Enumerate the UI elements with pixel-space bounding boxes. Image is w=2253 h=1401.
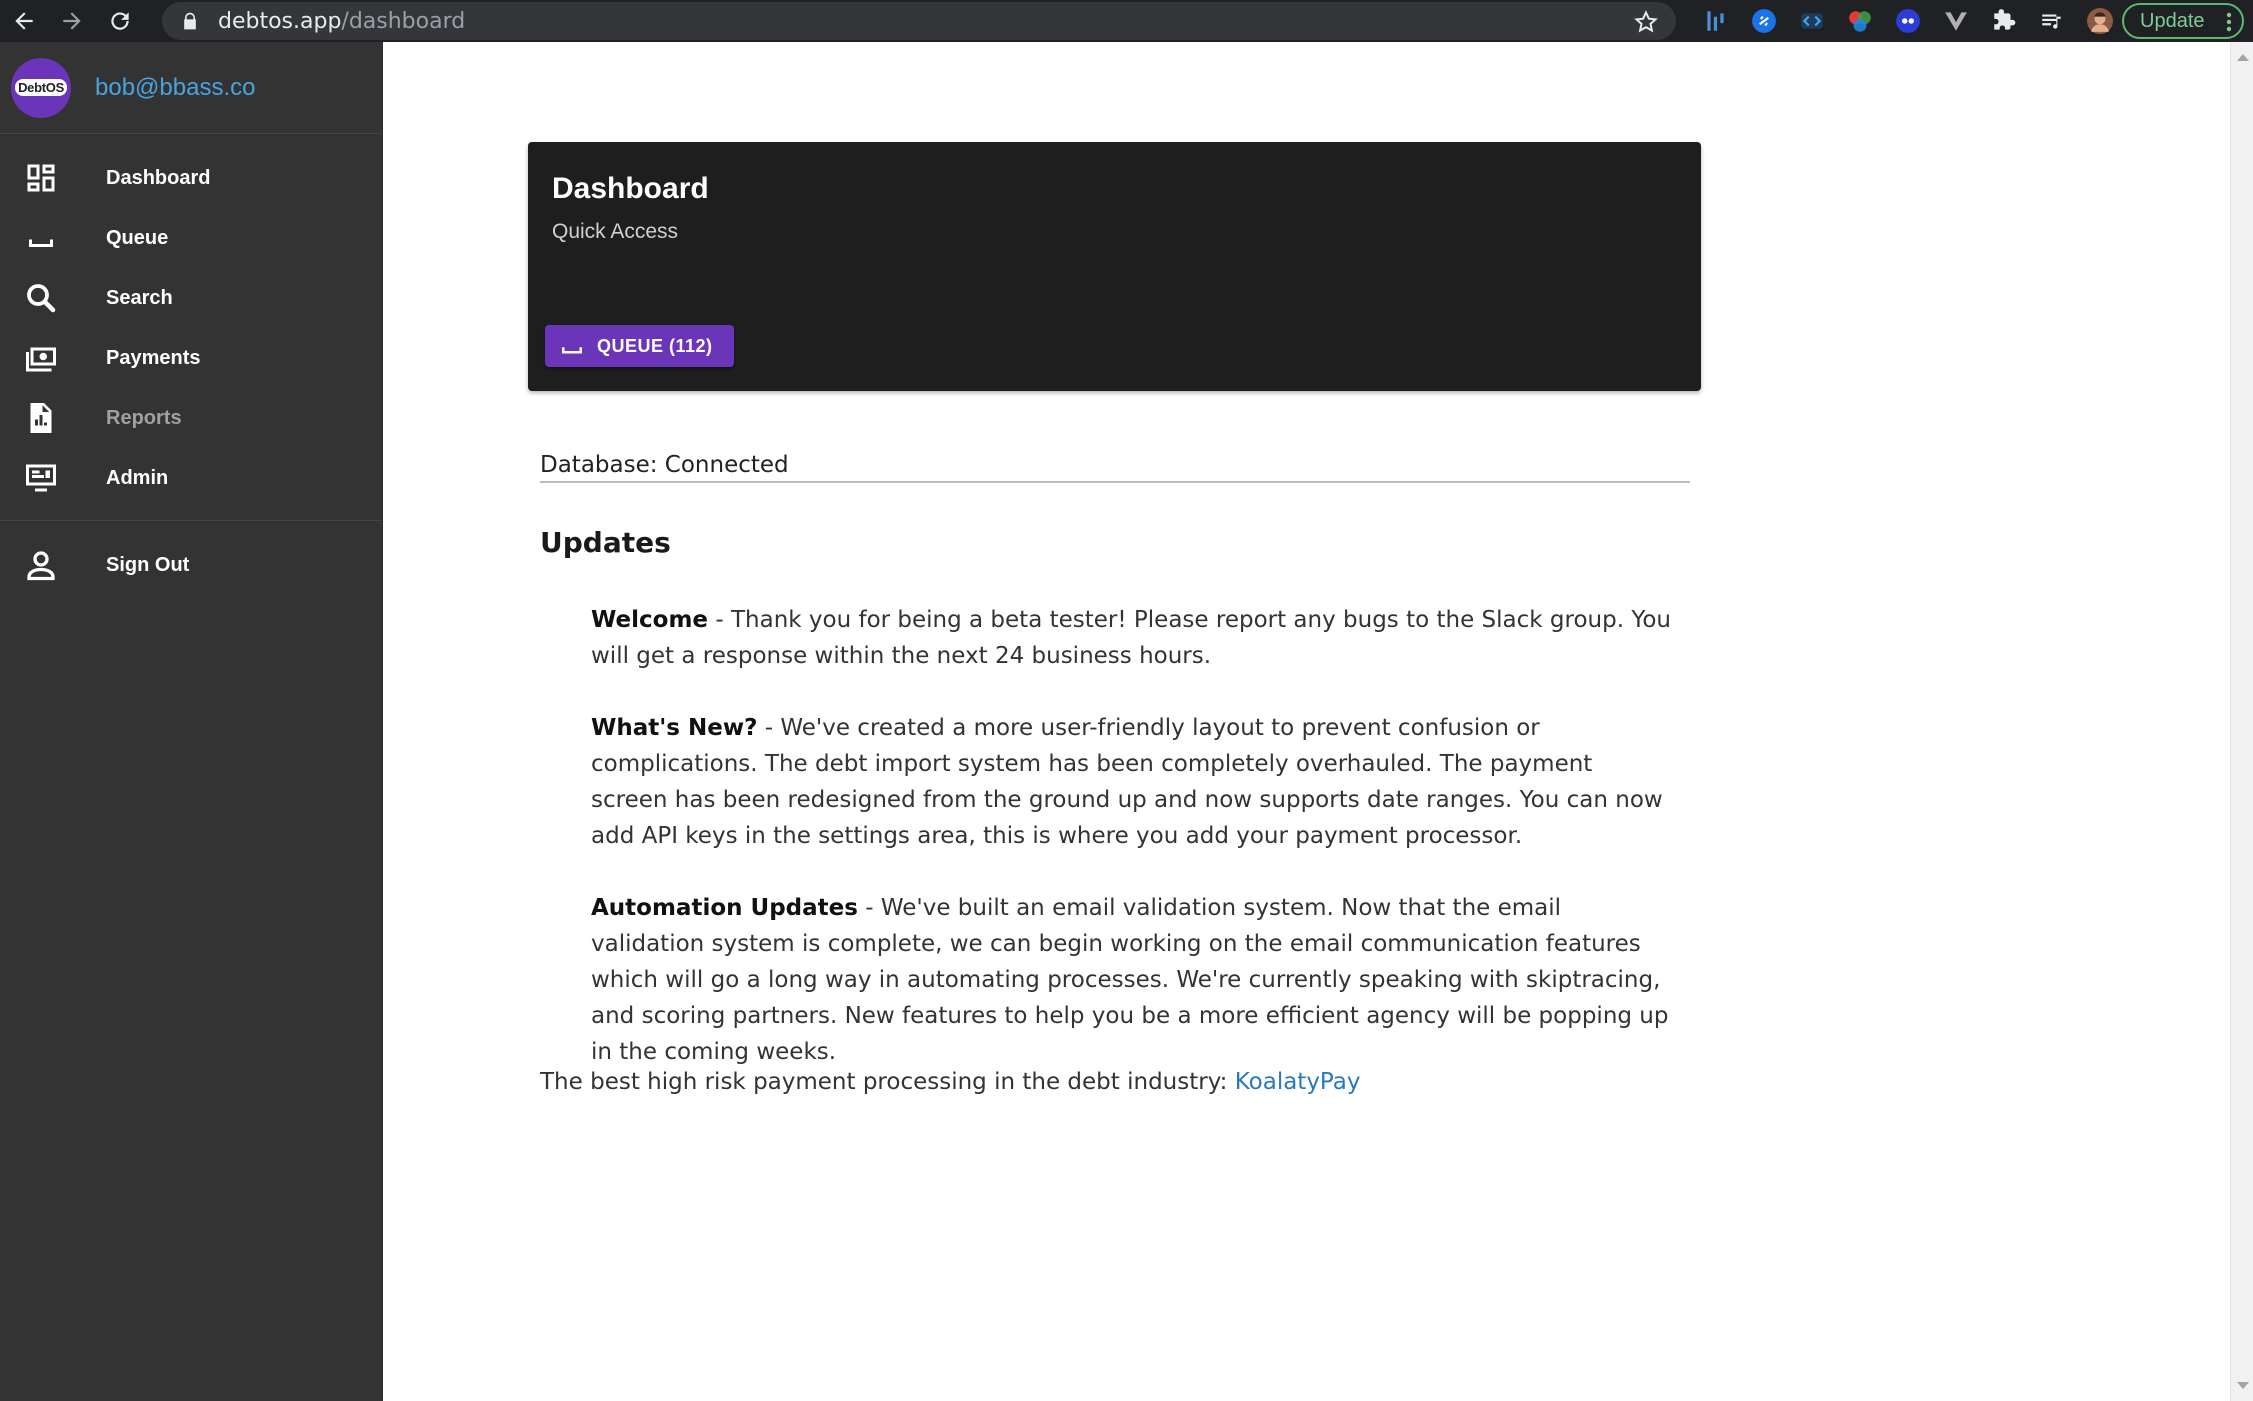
update-entry-text: - We've created a more user-friendly layout to prevent confusion or complications. The debt import system has been completely overhauled. The payment screen has been redesigned from the ground up and now supports date ranges. You can now add API keys in the settings area, this is where you add your payment processor. [591,715,1663,849]
promo-label: The best high risk payment processing in the debt industry: [540,1069,1235,1095]
url-host: debtos.app [218,8,342,34]
color-wheel-extension-icon [1847,8,1873,34]
extension-color[interactable] [1836,0,1884,42]
sidebar-divider [0,520,382,521]
queue-icon [557,331,587,361]
sidebar-item-reports[interactable] [0,388,382,448]
update-entry-heading: Automation Updates [591,895,858,921]
arrow-right-icon [59,8,85,34]
search-icon [23,280,59,316]
extension-link[interactable] [1740,0,1788,42]
queue-button[interactable] [545,325,734,367]
puzzle-icon [1991,8,2017,34]
payments-icon [23,340,59,376]
sidebar-item-search[interactable] [0,268,382,328]
sidebar-item-label: Search [106,286,173,309]
star-icon[interactable] [1634,10,1658,34]
extension-code[interactable] [1788,0,1836,42]
update-entry-heading: What's New? [591,715,758,741]
update-label: Update [2140,9,2205,32]
user-header [0,42,382,134]
sidebar-item-label: Reports [106,406,182,429]
sidebar-item-label: Dashboard [106,166,211,189]
card-subtitle: Quick Access [552,220,679,243]
person-icon [23,547,59,583]
sidebar-menu [0,134,382,595]
extensions-bar [1692,0,2124,42]
playlist-icon [2039,8,2065,34]
koalatypay-link[interactable]: KoalatyPay [1234,1069,1361,1095]
bars-extension-icon [1703,8,1729,34]
extensions-menu-button[interactable] [1980,0,2028,42]
code-extension-icon [1799,8,1825,34]
user-email[interactable]: bob@bbass.co [95,73,256,101]
more-vertical-icon [2226,12,2232,32]
media-controls-button[interactable] [2028,0,2076,42]
update-entry-automation [591,890,1671,1070]
updates-heading: Updates [540,526,671,559]
avatar[interactable] [11,58,71,118]
sidebar-item-payments[interactable] [0,328,382,388]
sidebar-item-label: Payments [106,346,201,369]
database-status: Database: Connected [540,452,1690,483]
profile-button[interactable] [2076,0,2124,42]
forward-button[interactable] [48,0,96,42]
url-path: /dashboard [341,8,466,34]
extension-bars[interactable] [1692,0,1740,42]
reload-icon [107,8,133,34]
profile-avatar-icon [2087,8,2113,34]
sign-out-label: Sign Out [106,553,190,576]
avatar-logo-text: DebtOS [15,79,67,96]
back-button[interactable] [0,0,48,42]
update-entry-whats-new [591,710,1671,854]
sidebar [0,42,383,1401]
arrow-left-icon [11,8,37,34]
lock-icon [180,11,200,31]
sidebar-item-dashboard[interactable] [0,148,382,208]
link-extension-icon [1751,8,1777,34]
update-entry-text: - We've built an email validation system. Now that the email validation system is complete, we can begin working on the email communication features which will go a long way in automating processes. We're currently speaking with skiptracing, and scoring partners. New features to help you be a more efficient agency will be popping up in the coming weeks. [591,895,1669,1065]
reports-icon [23,400,59,436]
page-scrollbar[interactable] [2230,42,2253,1401]
sidebar-item-queue[interactable] [0,208,382,268]
update-entry-text: - Thank you for being a beta tester! Please report any bugs to the Slack group. You will get a response within the next 24 business hours. [591,607,1671,669]
update-entry-welcome [591,602,1671,674]
vue-extension-icon [1943,8,1969,34]
chat-extension-icon [1895,8,1921,34]
admin-icon [23,460,59,496]
extension-chat[interactable] [1884,0,1932,42]
sidebar-item-label: Queue [106,226,169,249]
browser-toolbar [0,0,2253,42]
extension-vue[interactable] [1932,0,1980,42]
scroll-down-icon[interactable] [2237,1382,2249,1389]
scroll-up-icon[interactable] [2237,54,2249,61]
promo-text [540,1069,1360,1095]
update-entry-heading: Welcome [591,607,709,633]
queue-icon [23,220,59,256]
page-title: Dashboard [552,172,709,205]
dashboard-icon [23,160,59,196]
queue-button-label: QUEUE (112) [597,335,713,356]
sidebar-item-label: Admin [106,466,169,489]
url-text [218,9,465,34]
address-bar[interactable] [162,2,1676,40]
sidebar-item-admin[interactable] [0,448,382,508]
quick-access-card [528,142,1701,391]
reload-button[interactable] [96,0,144,42]
sign-out-button[interactable] [0,535,382,595]
browser-update-button[interactable] [2122,3,2244,39]
